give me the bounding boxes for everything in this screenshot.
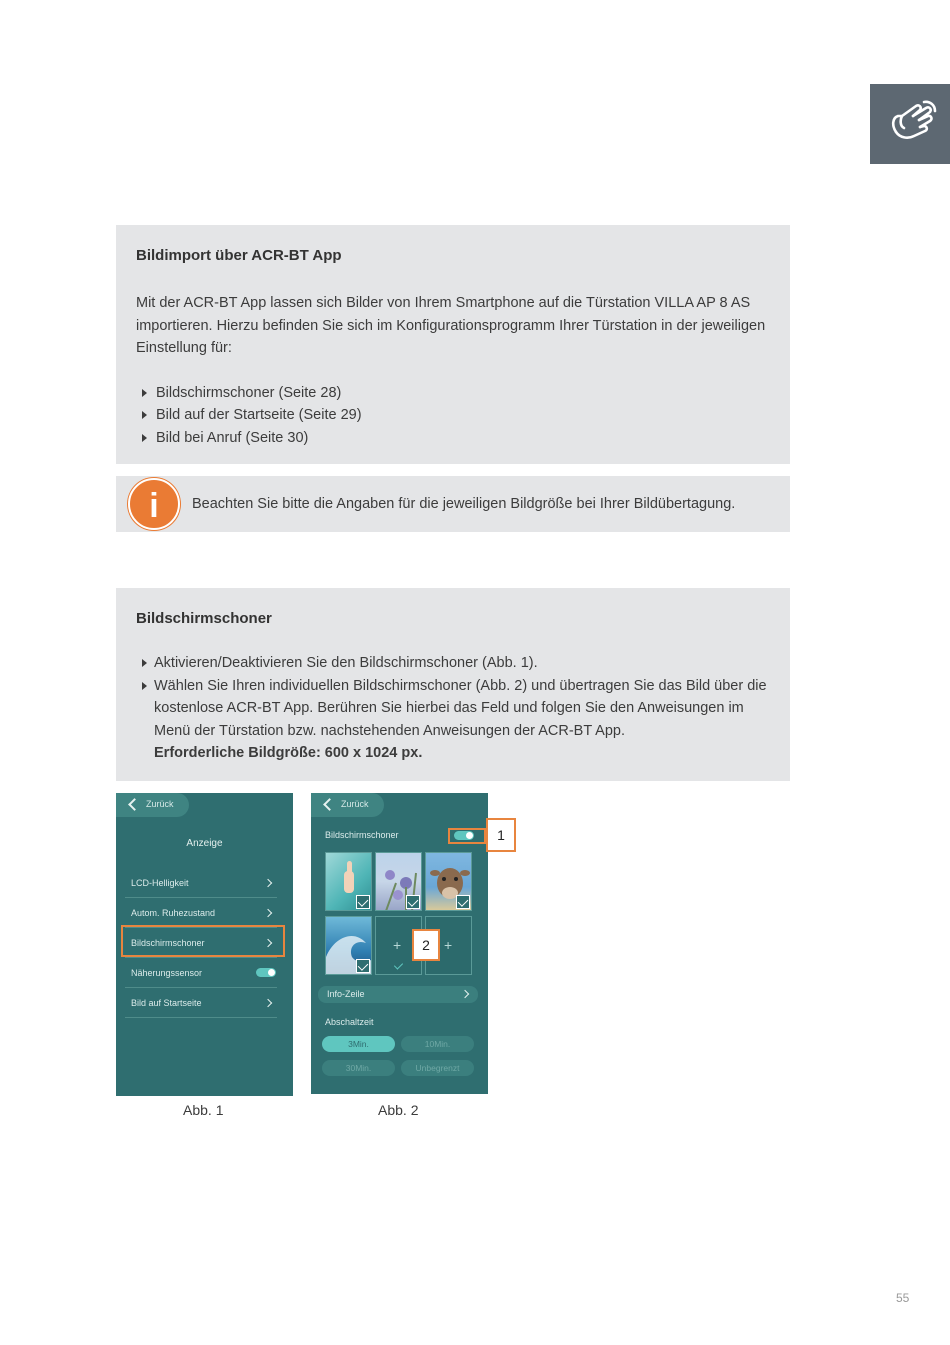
info-row-button[interactable]: Info-Zeile (318, 986, 478, 1003)
highlight-frame (448, 828, 486, 844)
chevron-right-icon (264, 879, 272, 887)
check-icon (356, 959, 370, 973)
back-button[interactable]: Zurück (116, 793, 189, 817)
chevron-right-icon (264, 909, 272, 917)
chevron-left-icon (128, 798, 141, 811)
chapter-tab (870, 84, 950, 164)
intro-paragraph: Mit der ACR-BT App lassen sich Bilder von Ihrem Smartphone auf die Türstation VILLA AP 8 AS importieren. Hierzu befinden Sie sich im Konfigurationsprogramm Ihrer Türstation in der jeweiligen Einstellung für: (136, 295, 766, 356)
list-item: Wählen Sie Ihren individuellen Bildschirmschoner (Abb. 2) und übertragen Sie das Bild über die kostenlose ACR-BT App. Berühren Sie hierbei das Feld und folgen Sie den Anweisungen im Menü der Türstation bzw. nachstehenden Anweisungen der ACR-BT App. Erforderliche Bildgröße: 600 x 1024 px. (136, 675, 770, 765)
thumbnail-flowers[interactable] (375, 852, 422, 911)
menu-item-screensaver[interactable]: Bildschirmschoner (125, 928, 277, 958)
check-icon (394, 960, 403, 969)
import-info-box (116, 225, 790, 464)
required-size: Erforderliche Bildgröße: 600 x 1024 px. (154, 745, 423, 761)
plus-icon: + (393, 937, 402, 953)
menu-item-lcd[interactable]: LCD-Helligkeit (125, 868, 277, 898)
menu-item-sleep[interactable]: Autom. Ruhezustand (125, 898, 277, 928)
check-icon (356, 895, 370, 909)
thumbnail-touch[interactable] (325, 852, 372, 911)
check-icon (406, 895, 420, 909)
caption-fig2: Abb. 2 (378, 1102, 419, 1118)
touch-hand-icon (886, 100, 938, 148)
callout-2: 2 (412, 929, 440, 961)
highlight-frame (121, 925, 285, 957)
proximity-toggle[interactable] (256, 968, 276, 977)
option-3min[interactable]: 3Min. (322, 1036, 395, 1052)
option-10min[interactable]: 10Min. (401, 1036, 474, 1052)
page-number: 55 (896, 1291, 910, 1305)
check-icon (456, 895, 470, 909)
menu-item-proximity: Näherungssensor (125, 958, 277, 988)
thumbnail-cow[interactable] (425, 852, 472, 911)
thumbnail-wave[interactable] (325, 916, 372, 975)
info-note (116, 476, 790, 532)
setting-label: Bildschirmschoner (325, 830, 399, 840)
list-item: Bild bei Anruf (Seite 30) (136, 427, 770, 450)
chevron-right-icon (264, 999, 272, 1007)
plus-icon: + (444, 937, 453, 953)
option-30min[interactable]: 30Min. (322, 1060, 395, 1076)
callout-1: 1 (486, 818, 516, 852)
bullet-list (136, 382, 770, 450)
list-item: Bildschirmschoner (Seite 28) (136, 382, 770, 405)
screensaver-box (116, 588, 790, 781)
chevron-right-icon (461, 990, 469, 998)
section-title: Bildimport über ACR-BT App (136, 247, 342, 264)
list-item: Bild auf der Startseite (Seite 29) (136, 404, 770, 427)
section-title: Bildschirmschoner (136, 610, 272, 627)
bullet-list (136, 652, 770, 765)
back-button[interactable]: Zurück (311, 793, 384, 817)
note-text: Beachten Sie bitte die Angaben für die jeweiligen Bildgröße bei Ihrer Bildübertagung. (192, 496, 736, 512)
list-item: Aktivieren/Deaktivieren Sie den Bildschirmschoner (Abb. 1). (136, 652, 770, 675)
screenshot-display-menu (116, 793, 293, 1096)
timeout-title: Abschaltzeit (325, 1017, 374, 1027)
caption-fig1: Abb. 1 (183, 1102, 224, 1118)
screen-title: Anzeige (186, 838, 223, 849)
menu-item-start-image[interactable]: Bild auf Startseite (125, 988, 277, 1018)
chevron-left-icon (323, 798, 336, 811)
option-unlimited[interactable]: Unbegrenzt (401, 1060, 474, 1076)
info-icon: i (128, 478, 180, 530)
